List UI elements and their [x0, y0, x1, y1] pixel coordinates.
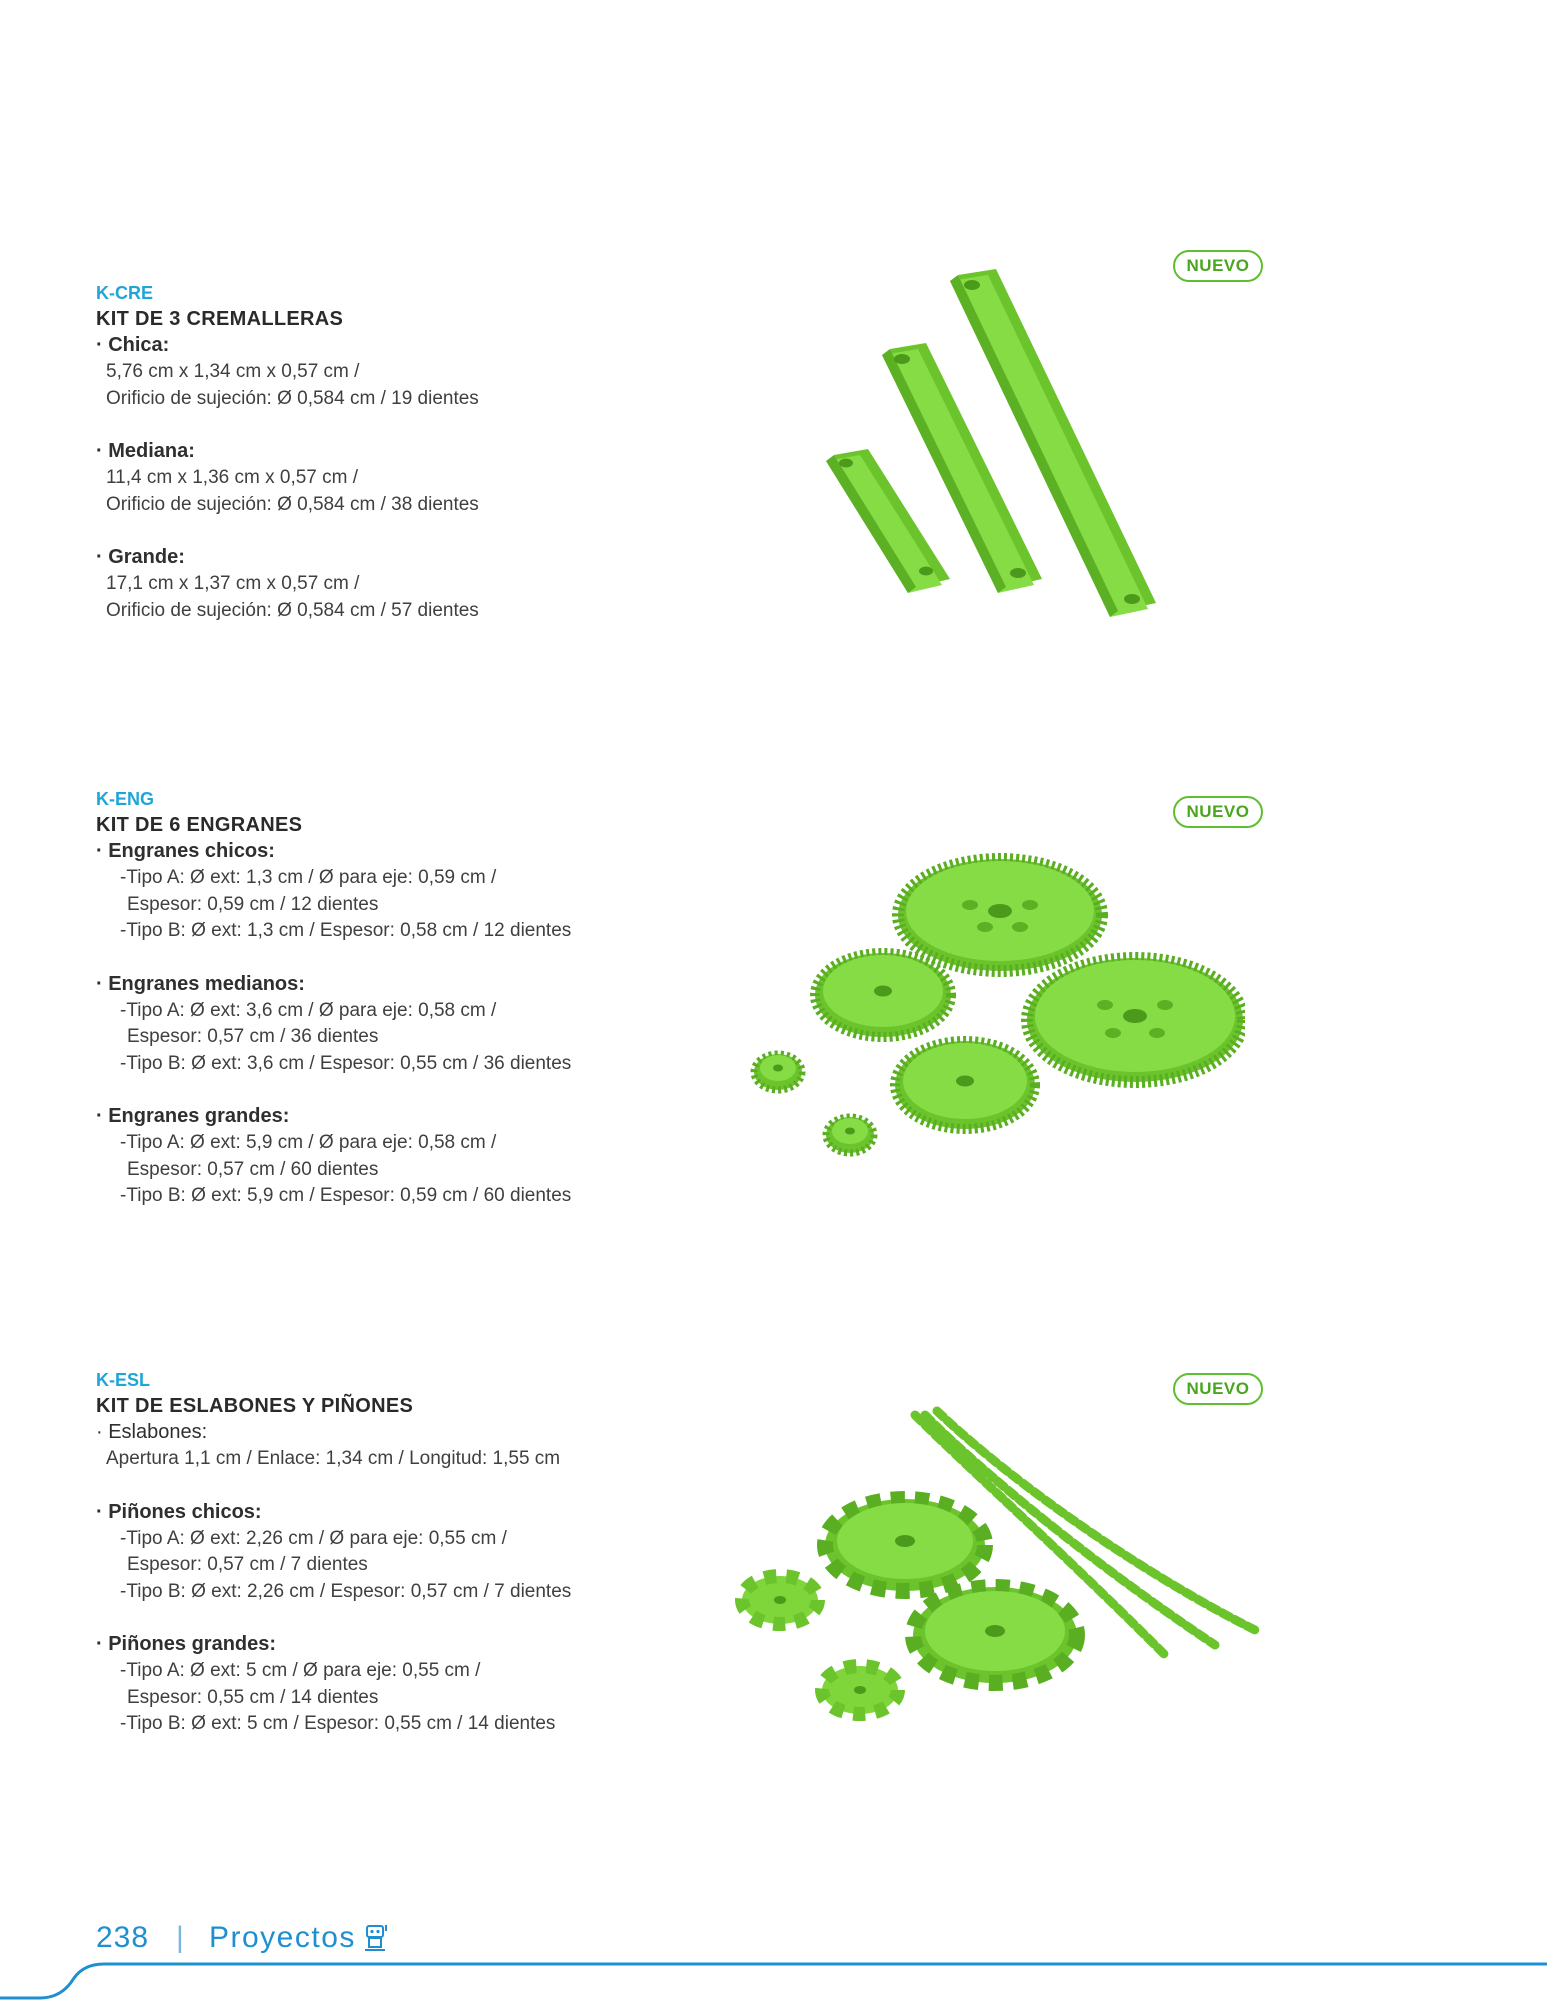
spec-line: Apertura 1,1 cm / Enlace: 1,34 cm / Longitud: 1,55 cm — [106, 1448, 561, 1469]
rack-small — [826, 449, 950, 593]
gear-medium-bottom — [895, 1041, 1035, 1129]
spec-line: -Tipo A: Ø ext: 1,3 cm / Ø para eje: 0,59 cm / — [120, 867, 497, 888]
spec-line: Espesor: 0,57 cm / 7 dientes — [127, 1554, 368, 1575]
product-code: K-ESL — [96, 1370, 150, 1390]
spec-line: -Tipo B: Ø ext: 2,26 cm / Espesor: 0,57 cm / 7 dientes — [120, 1580, 572, 1602]
spec-group-pinones-grandes — [96, 1631, 696, 1738]
spec-group-grande — [96, 544, 696, 624]
product-code: K-ENG — [96, 789, 154, 809]
spec-line: 17,1 cm x 1,37 cm x 0,57 cm / — [106, 573, 360, 594]
spec-line: 5,76 cm x 1,34 cm x 0,57 cm / — [106, 361, 360, 382]
spec-line: -Tipo A: Ø ext: 3,6 cm / Ø para eje: 0,58 cm / — [120, 999, 497, 1021]
gear-medium-left — [815, 953, 951, 1037]
product-code: K-CRE — [96, 283, 153, 303]
spec-heading: · Engranes chicos: — [96, 840, 275, 862]
spec-group-engranes-grandes — [96, 1103, 696, 1210]
spec-line: Orificio de sujeción: Ø 0,584 cm / 19 dientes — [106, 387, 479, 409]
spec-line: -Tipo B: Ø ext: 5 cm / Espesor: 0,55 cm / 14 dientes — [120, 1713, 556, 1734]
page-number: 238 — [96, 1921, 150, 1954]
spec-line: -Tipo A: Ø ext: 5,9 cm / Ø para eje: 0,58 cm / — [120, 1132, 497, 1153]
pinion-small-bottom — [822, 1666, 898, 1714]
nuevo-badge: NUEVO — [1173, 796, 1263, 828]
gear-small-1 — [754, 1054, 802, 1090]
spec-heading: · Mediana: — [96, 440, 195, 462]
gears-illustration — [745, 845, 1245, 1175]
product-title: KIT DE ESLABONES Y PIÑONES — [96, 1395, 414, 1417]
spec-line: -Tipo B: Ø ext: 5,9 cm / Espesor: 0,59 cm / 60 dientes — [120, 1185, 572, 1206]
footer-separator: | — [176, 1921, 184, 1954]
spec-line: -Tipo A: Ø ext: 5 cm / Ø para eje: 0,55 cm / — [120, 1660, 481, 1681]
rack-large — [950, 269, 1156, 617]
pinion-small-left — [742, 1576, 818, 1624]
spec-line: -Tipo A: Ø ext: 2,26 cm / Ø para eje: 0,55 cm / — [120, 1527, 507, 1549]
spec-heading: · Chica: — [96, 334, 170, 356]
spec-group-eslabones — [96, 1419, 696, 1473]
spec-line: Orificio de sujeción: Ø 0,584 cm / 38 dientes — [106, 493, 479, 515]
spec-line: Espesor: 0,57 cm / 36 dientes — [127, 1026, 379, 1047]
spec-heading: · Grande: — [96, 546, 185, 568]
spec-heading: · Piñones grandes: — [96, 1633, 277, 1655]
nuevo-badge: NUEVO — [1173, 250, 1263, 282]
spec-line: Espesor: 0,59 cm / 12 dientes — [127, 893, 379, 915]
spec-heading: · Piñones chicos: — [96, 1500, 262, 1523]
footer-rule — [0, 1958, 1547, 2000]
spec-line: 11,4 cm x 1,36 cm x 0,57 cm / — [106, 467, 359, 488]
spec-line: -Tipo B: Ø ext: 1,3 cm / Espesor: 0,58 cm / 12 dientes — [120, 920, 572, 941]
nuevo-badge: NUEVO — [1173, 1373, 1263, 1405]
spec-group-pinones-chicos — [96, 1499, 696, 1606]
gear-small-2 — [826, 1117, 874, 1153]
spec-heading: · Engranes medianos: — [96, 972, 305, 995]
section-k-esl — [96, 1367, 696, 1764]
spec-line: Espesor: 0,57 cm / 60 dientes — [127, 1158, 379, 1180]
racks-illustration — [810, 255, 1230, 635]
spec-heading: · Eslabones: — [96, 1421, 208, 1443]
gear-large-right — [1027, 958, 1243, 1082]
spec-group-engranes-medianos — [96, 971, 696, 1078]
section-k-cre — [96, 280, 696, 650]
spec-line: Orificio de sujeción: Ø 0,584 cm / 57 dientes — [106, 599, 479, 621]
robot-icon — [362, 1923, 392, 1953]
spec-line: Espesor: 0,55 cm / 14 dientes — [127, 1686, 379, 1708]
pinion-large-bottom — [913, 1587, 1077, 1683]
product-title: KIT DE 3 CREMALLERAS — [96, 308, 344, 330]
spec-line: -Tipo B: Ø ext: 3,6 cm / Espesor: 0,55 cm / 36 dientes — [120, 1052, 572, 1074]
spec-heading: · Engranes grandes: — [96, 1105, 290, 1127]
spec-group-engranes-chicos — [96, 838, 696, 945]
section-k-eng — [96, 786, 696, 1236]
spec-group-mediana — [96, 438, 696, 518]
pinion-large-top — [825, 1499, 985, 1591]
section-label: Proyectos — [209, 1921, 356, 1954]
links-pinions-illustration — [725, 1405, 1265, 1725]
gear-large-top — [898, 859, 1102, 971]
spec-group-chica — [96, 332, 696, 412]
product-title: KIT DE 6 ENGRANES — [96, 814, 303, 836]
